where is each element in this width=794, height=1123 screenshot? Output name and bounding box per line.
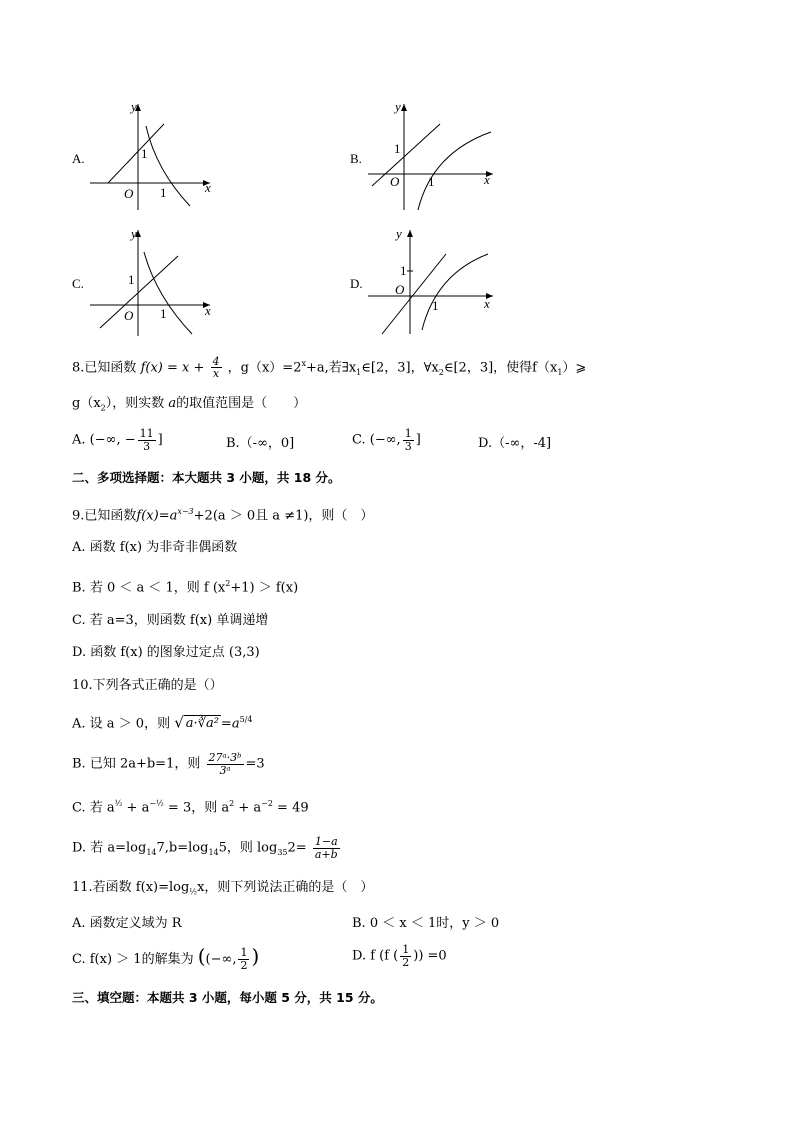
q10-option-a: A. 设 a ＞ 0，则 √ a·∛a² $=a^{5/4}$ <box>72 713 253 732</box>
q8-stem: 8.已知函数 f(x) = x + $\frac{4}{x}$ ，$g(x)=2^x+a$,若$\exists x_1\in[2$，3]，$\forall x_2\in[2$，3]，使得$f(x_1)⩾$ <box>72 354 587 381</box>
graph-a-one-y: 1 <box>141 146 148 161</box>
section-2-heading: 二、多项选择题：本大题共 3 小题，共 18 分。 <box>72 470 341 485</box>
q9-option-a: A. 函数 f(x) 为非奇非偶函数 <box>72 540 238 555</box>
graph-a-one-x: 1 <box>160 185 167 200</box>
graph-c-o: O <box>124 308 134 323</box>
q11-stem: 11.若函数 $f(x)=\log_{\frac{1}{2}}x$，则下列说法正确的是（ ） <box>72 880 374 897</box>
q8-stem-line2: $g(x_2)$，则实数 a的取值范围是（ ） <box>72 396 307 413</box>
graph-a-o: O <box>124 186 134 201</box>
graph-d-one-x: 1 <box>432 298 439 313</box>
graph-a-x: x <box>205 180 211 195</box>
graph-c-y: y <box>131 226 137 241</box>
graph-c <box>88 226 218 338</box>
q10-stem: 10.下列各式正确的是（） <box>72 678 223 693</box>
graph-b-one-x: 1 <box>428 174 435 189</box>
q11-option-a: A. 函数定义域为 R <box>72 916 182 931</box>
graph-b-y: y <box>395 99 401 114</box>
q8-option-c: C. (−∞, $\frac{1}{3}$ ] <box>352 427 421 453</box>
q9-option-b: B. 若 0 ＜ a ＜ 1，则 f $(x^2+1) > f(x)$ <box>72 579 299 596</box>
q8-option-d: D.（-∞，-4] <box>478 436 552 451</box>
graph-a-y: y <box>131 99 137 114</box>
graph-d-one-y: 1 <box>400 263 407 278</box>
graph-c-one-y: 1 <box>128 272 135 287</box>
q8-option-b: B.（-∞，0] <box>226 436 295 451</box>
q10-option-b: B. 已知 2a+b=1，则 $\frac{\text{27ᵃ·3ᵇ}}{\text{3ᵃ}}$ =3 <box>72 751 265 777</box>
q9-option-c: C. 若 a=3，则函数 f(x) 单调递增 <box>72 613 269 628</box>
graph-d-y: y <box>396 226 402 241</box>
q10-option-d: D. 若 $a=\log_{14}7,b=\log_{14}5$，则 $\log_{35}2=$ $\frac{1-a}{a+b}$ <box>72 835 338 861</box>
q9-stem: 9.已知函数$f(x)=a^{x-3}+2(a > 0$且 a ≠1)，则（ ） <box>72 507 374 524</box>
q11-option-d: D. f (f ( $\frac{1}{2}$ )) =0 <box>352 943 447 969</box>
graph-b <box>366 98 501 213</box>
section-3-heading: 三、填空题：本题共 3 小题，每小题 5 分，共 15 分。 <box>72 990 383 1005</box>
graph-b-label: B. <box>350 151 362 166</box>
graph-b-one-y: 1 <box>394 141 401 156</box>
q10-option-c: C. 若 $a^{\frac{1}{2}} + a^{-\frac{1}{2}} = 3$，则 $a^2 + a^{-2} = 49$ <box>72 799 309 816</box>
graph-b-x: x <box>484 172 490 187</box>
graph-d-label: D. <box>350 276 363 291</box>
graph-d-x: x <box>484 296 490 311</box>
graph-c-one-x: 1 <box>160 306 167 321</box>
graph-c-label: C. <box>72 276 84 291</box>
q9-option-d: D. 函数 f(x) 的图象过定点 (3,3) <box>72 645 260 660</box>
graph-c-x: x <box>205 303 211 318</box>
q8-option-a: A. (−∞, − $\frac{11}{3}$ ] <box>72 427 163 453</box>
graph-a <box>88 98 218 213</box>
graph-a-label: A. <box>72 151 85 166</box>
graph-d-o: O <box>395 282 405 297</box>
graph-d <box>366 226 501 338</box>
q11-option-c: C. f(x) ＞ 1的解集为 ((−∞, $\frac{1}{2}$ ) <box>72 944 260 972</box>
q11-option-b: B. 0 ＜ x ＜ 1时，y ＞ 0 <box>352 916 500 931</box>
graph-b-o: O <box>390 174 400 189</box>
